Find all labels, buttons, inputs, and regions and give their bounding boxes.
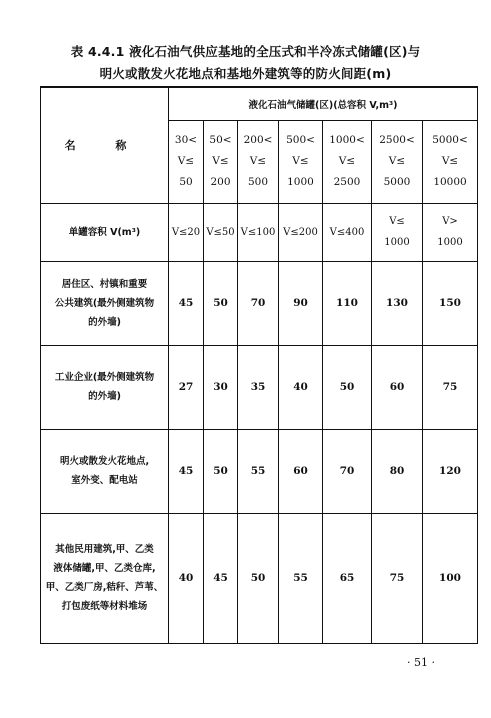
row-label: 明火或散发火花地点, 室外变、配电站 (41, 429, 169, 513)
single-tank-label: 单罐容积 V(m³) (41, 203, 169, 261)
single-tank-cap: V> 1000 (423, 203, 478, 261)
distance-cell: 75 (372, 513, 423, 643)
table-row (41, 513, 478, 643)
distance-cell: 70 (323, 429, 372, 513)
table-title-line-1: 表 4.4.1 液化石油气供应基地的全压式和半冷冻式储罐(区)与 (70, 44, 421, 59)
distance-cell: 45 (169, 261, 204, 345)
range-header: 30< V≤ 50 (169, 120, 204, 203)
range-header: 500< V≤ 1000 (279, 120, 323, 203)
distance-cell: 80 (372, 429, 423, 513)
row-label: 居住区、村镇和重要 公共建筑(最外侧建筑物 的外墙) (41, 261, 169, 345)
distance-cell: 65 (323, 513, 372, 643)
distance-cell: 60 (372, 345, 423, 429)
range-header: 50< V≤ 200 (204, 120, 238, 203)
single-tank-cap: V≤200 (279, 203, 323, 261)
distance-cell: 60 (279, 429, 323, 513)
name-header: 名 称 (41, 87, 169, 203)
range-header: 1000< V≤ 2500 (323, 120, 372, 203)
distance-cell: 100 (423, 513, 478, 643)
distance-cell: 45 (169, 429, 204, 513)
single-tank-cap: V≤20 (169, 203, 204, 261)
single-tank-cap: V≤ 1000 (372, 203, 423, 261)
distance-cell: 150 (423, 261, 478, 345)
range-header: 5000< V≤ 10000 (423, 120, 478, 203)
distance-cell: 50 (204, 261, 238, 345)
distance-cell: 70 (238, 261, 279, 345)
single-tank-cap: V≤400 (323, 203, 372, 261)
distance-cell: 55 (238, 429, 279, 513)
range-header: 2500< V≤ 5000 (372, 120, 423, 203)
distance-cell: 120 (423, 429, 478, 513)
range-header: 200< V≤ 500 (238, 120, 279, 203)
distance-cell: 130 (372, 261, 423, 345)
distance-cell: 50 (204, 429, 238, 513)
distance-cell: 40 (279, 345, 323, 429)
table-row (41, 345, 478, 429)
distance-cell: 75 (423, 345, 478, 429)
distance-cell: 110 (323, 261, 372, 345)
distance-cell: 50 (323, 345, 372, 429)
distance-cell: 30 (204, 345, 238, 429)
distance-cell: 35 (238, 345, 279, 429)
single-tank-cap: V≤50 (204, 203, 238, 261)
table-row (41, 429, 478, 513)
single-tank-row (41, 203, 478, 261)
row-label: 工业企业(最外侧建筑物 的外墙) (41, 345, 169, 429)
table-row (41, 261, 478, 345)
row-label: 其他民用建筑,甲、乙类 液体储罐,甲、乙类仓库, 甲、乙类厂房,秸秆、芦苇、 打包废纸等材料堆场 (41, 513, 169, 643)
single-tank-cap: V≤100 (238, 203, 279, 261)
fire-separation-table (40, 86, 478, 644)
table-title-line-2: 明火或散发火花地点和基地外建筑等的防火间距(m) (99, 66, 392, 81)
distance-cell: 55 (279, 513, 323, 643)
page-number: · 51 · (407, 656, 435, 669)
distance-cell: 27 (169, 345, 204, 429)
distance-cell: 45 (204, 513, 238, 643)
total-volume-group-header: 液化石油气储罐(区)(总容积 V,m³) (169, 87, 478, 120)
distance-cell: 50 (238, 513, 279, 643)
distance-cell: 90 (279, 261, 323, 345)
distance-cell: 40 (169, 513, 204, 643)
